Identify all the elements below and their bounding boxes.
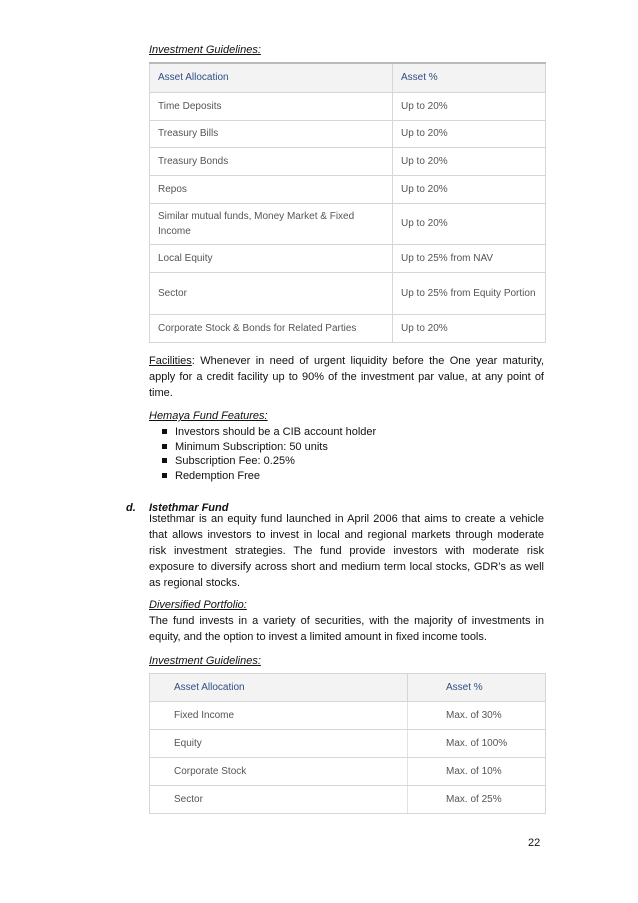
- column-header-asset-allocation: Asset Allocation: [150, 674, 408, 702]
- table-row: [150, 244, 546, 272]
- table-cell: Local Equity: [150, 244, 393, 272]
- list-item-text: Minimum Subscription: 50 units: [175, 440, 328, 453]
- table-row: [150, 702, 546, 730]
- list-item: [160, 425, 376, 440]
- table-cell: Up to 25% from Equity Portion: [393, 272, 546, 314]
- table-cell: Up to 20%: [393, 120, 546, 147]
- page-number: 22: [528, 837, 541, 849]
- list-item-text: Investors should be a CIB account holder: [175, 426, 377, 438]
- table-cell: Sector: [150, 786, 408, 814]
- list-item-text: Redemption Free: [175, 469, 260, 482]
- table-row: [150, 147, 546, 175]
- table-cell: Equity: [150, 730, 408, 758]
- hemaya-features-list: [160, 425, 376, 483]
- table-cell: Up to 20%: [393, 175, 546, 203]
- istethmar-description: Istethmar is an equity fund launched in April 2006 that aims to create a vehicle that allows investors to invest in local and regional markets through moderate risk investment strategies. The fund provide investors with moderate risk exposure to diversify across short and medium term local stocks, GDR’s as well as regional stocks.: [149, 513, 544, 589]
- table-cell: Corporate Stock: [150, 758, 408, 786]
- list-item: [160, 454, 376, 469]
- list-item-text: Subscription Fee: 0.25%: [175, 455, 295, 467]
- table-cell: Time Deposits: [150, 92, 393, 120]
- column-header-asset-percent: Asset %: [408, 674, 546, 702]
- section-letter: d.: [126, 502, 136, 514]
- table-cell: Fixed Income: [150, 702, 408, 730]
- table-cell: Up to 20%: [393, 203, 546, 244]
- table-cell: Up to 20%: [393, 92, 546, 120]
- facilities-paragraph: [149, 353, 544, 401]
- bullet-square-icon: [162, 429, 167, 434]
- section-title-text: Istethmar Fund: [149, 502, 229, 514]
- bullet-square-icon: [162, 458, 167, 463]
- table-row: [150, 730, 546, 758]
- table-cell: Up to 20%: [393, 147, 546, 175]
- investment-guidelines-heading-2: Investment Guidelines:: [149, 655, 261, 667]
- investment-guidelines-heading-1: Investment Guidelines:: [149, 44, 261, 56]
- facilities-text: : Whenever in need of urgent liquidity before the One year maturity, apply for a credit facility up to 90% of the investment par value, at any point of time.: [149, 355, 544, 399]
- table-cell: Up to 20%: [393, 314, 546, 342]
- list-item: [160, 440, 376, 455]
- table-cell: Up to 25% from NAV: [393, 244, 546, 272]
- table-cell: Treasury Bonds: [150, 147, 393, 175]
- table-row: [150, 120, 546, 147]
- table-cell: Max. of 30%: [408, 702, 546, 730]
- table-cell: Repos: [150, 175, 393, 203]
- hemaya-features-heading: Hemaya Fund Features:: [149, 410, 268, 422]
- table-cell: Corporate Stock & Bonds for Related Parties: [150, 314, 393, 342]
- table-header-row: [150, 63, 546, 92]
- facilities-label: Facilities: [149, 355, 192, 367]
- column-header-asset-allocation: Asset Allocation: [150, 63, 393, 92]
- table-row: [150, 175, 546, 203]
- column-header-asset-percent: Asset %: [393, 63, 546, 92]
- investment-guidelines-table-2: [149, 673, 546, 814]
- table-cell: Max. of 10%: [408, 758, 546, 786]
- table-row: [150, 758, 546, 786]
- table-row: [150, 203, 546, 244]
- table-header-row: [150, 674, 546, 702]
- bullet-square-icon: [162, 473, 167, 478]
- list-item: [160, 469, 376, 484]
- table-cell: Max. of 25%: [408, 786, 546, 814]
- diversified-portfolio-heading: Diversified Portfolio:: [149, 599, 247, 611]
- investment-guidelines-table-1: [149, 62, 546, 343]
- table-row: [150, 92, 546, 120]
- table-row: [150, 314, 546, 342]
- bullet-square-icon: [162, 444, 167, 449]
- table-cell: Max. of 100%: [408, 730, 546, 758]
- table-cell: Similar mutual funds, Money Market & Fixed Income: [150, 203, 393, 244]
- table-cell: Treasury Bills: [150, 120, 393, 147]
- table-row: [150, 786, 546, 814]
- table-cell: Sector: [150, 272, 393, 314]
- table-row: [150, 272, 546, 314]
- diversified-portfolio-text: The fund invests in a variety of securities, with the majority of investments in equity, and the option to invest a limited amount in fixed income tools.: [149, 615, 544, 643]
